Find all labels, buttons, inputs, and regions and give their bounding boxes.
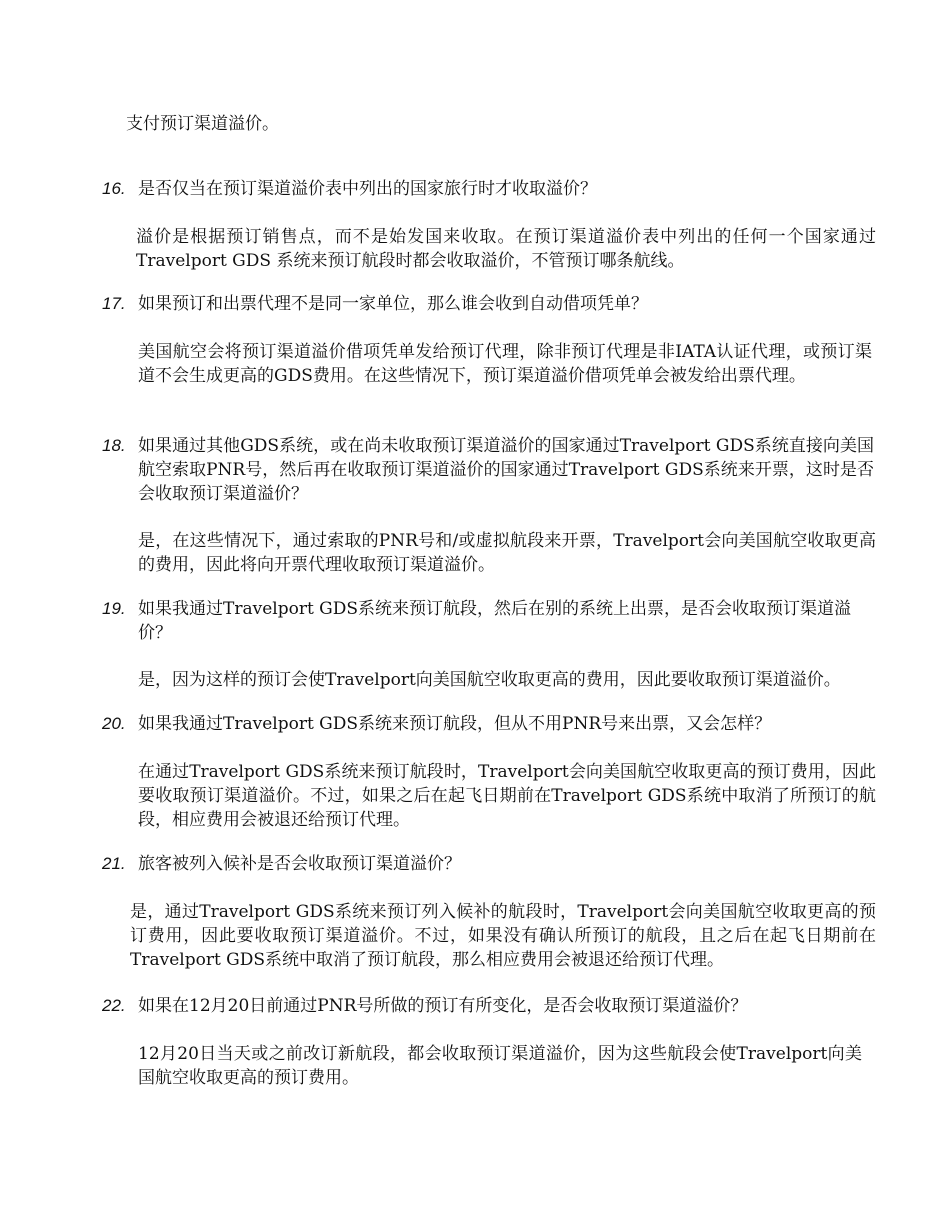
question-text: 旅客被列入候补是否会收取预订渠道溢价？ <box>138 854 461 874</box>
faq-question-20 <box>102 712 882 736</box>
question-number: 20. <box>102 714 126 733</box>
faq-answer-22: 12月20日当天或之前改订新航段，都会收取预订渠道溢价，因为这些航段会使Travelport向美国航空收取更高的预订费用。 <box>138 1044 862 1088</box>
question-number: 18. <box>102 436 126 455</box>
question-text: 是否仅当在预订渠道溢价表中列出的国家旅行时才收取溢价？ <box>138 179 597 199</box>
faq-question-22 <box>102 994 882 1018</box>
faq-question-18 <box>102 434 874 506</box>
question-text: 如果预订和出票代理不是同一家单位，那么谁会收到自动借项凭单？ <box>138 294 648 314</box>
question-number: 17. <box>102 294 126 313</box>
faq-question-21 <box>102 852 882 876</box>
faq-answer-19: 是，因为这样的预订会使Travelport向美国航空收取更高的费用，因此要收取预订渠道溢价。 <box>138 670 841 690</box>
question-text: 如果我通过Travelport GDS系统来预订航段，但从不用PNR号来出票，又会怎样？ <box>138 714 772 734</box>
question-text: 如果在12月20日前通过PNR号所做的预订有所变化，是否会收取预订渠道溢价？ <box>138 996 748 1016</box>
intro-paragraph: 支付预订渠道溢价。 <box>126 114 279 134</box>
question-text: 如果我通过Travelport GDS系统来预订航段，然后在别的系统上出票，是否会收取预订渠道溢价？ <box>138 599 852 643</box>
question-number: 16. <box>102 179 126 198</box>
faq-answer-20: 在通过Travelport GDS系统来预订航段时，Travelport会向美国航空收取更高的预订费用，因此要收取预订渠道溢价。不过，如果之后在起飞日期前在Travelport GDS系统中取消了所预订的航段，相应费用会被退还给预订代理。 <box>138 762 876 830</box>
faq-answer-16: 溢价是根据预订销售点，而不是始发国来收取。在预订渠道溢价表中列出的任何一个国家通过 Travelport GDS 系统来预订航段时都会收取溢价，不管预订哪条航线。 <box>136 227 876 271</box>
faq-question-19 <box>102 597 884 645</box>
faq-answer-18: 是，在这些情况下，通过索取的PNR号和/或虚拟航段来开票，Travelport会向美国航空收取更高的费用，因此将向开票代理收取预订渠道溢价。 <box>138 531 876 575</box>
faq-answer-21: 是，通过Travelport GDS系统来预订列入候补的航段时，Travelport会向美国航空收取更高的预订费用，因此要收取预订渠道溢价。不过，如果没有确认所预订的航段，且之后在起飞日期前在Travelport GDS系统中取消了预订航段，那么相应费用会被退还给预订代理。 <box>130 902 876 970</box>
faq-question-16 <box>102 177 882 201</box>
question-number: 22. <box>102 996 126 1015</box>
question-number: 21. <box>102 854 126 873</box>
question-text: 如果通过其他GDS系统，或在尚未收取预订渠道溢价的国家通过Travelport GDS系统直接向美国航空索取PNR号，然后再在收取预订渠道溢价的国家通过Travelport GDS系统来开票，这时是否会收取预订渠道溢价？ <box>138 436 874 504</box>
faq-question-17 <box>102 292 882 316</box>
faq-answer-17: 美国航空会将预订渠道溢价借项凭单发给预订代理，除非预订代理是非IATA认证代理，或预订渠道不会生成更高的GDS费用。在这些情况下，预订渠道溢价借项凭单会被发给出票代理。 <box>138 342 872 386</box>
question-number: 19. <box>102 599 126 618</box>
